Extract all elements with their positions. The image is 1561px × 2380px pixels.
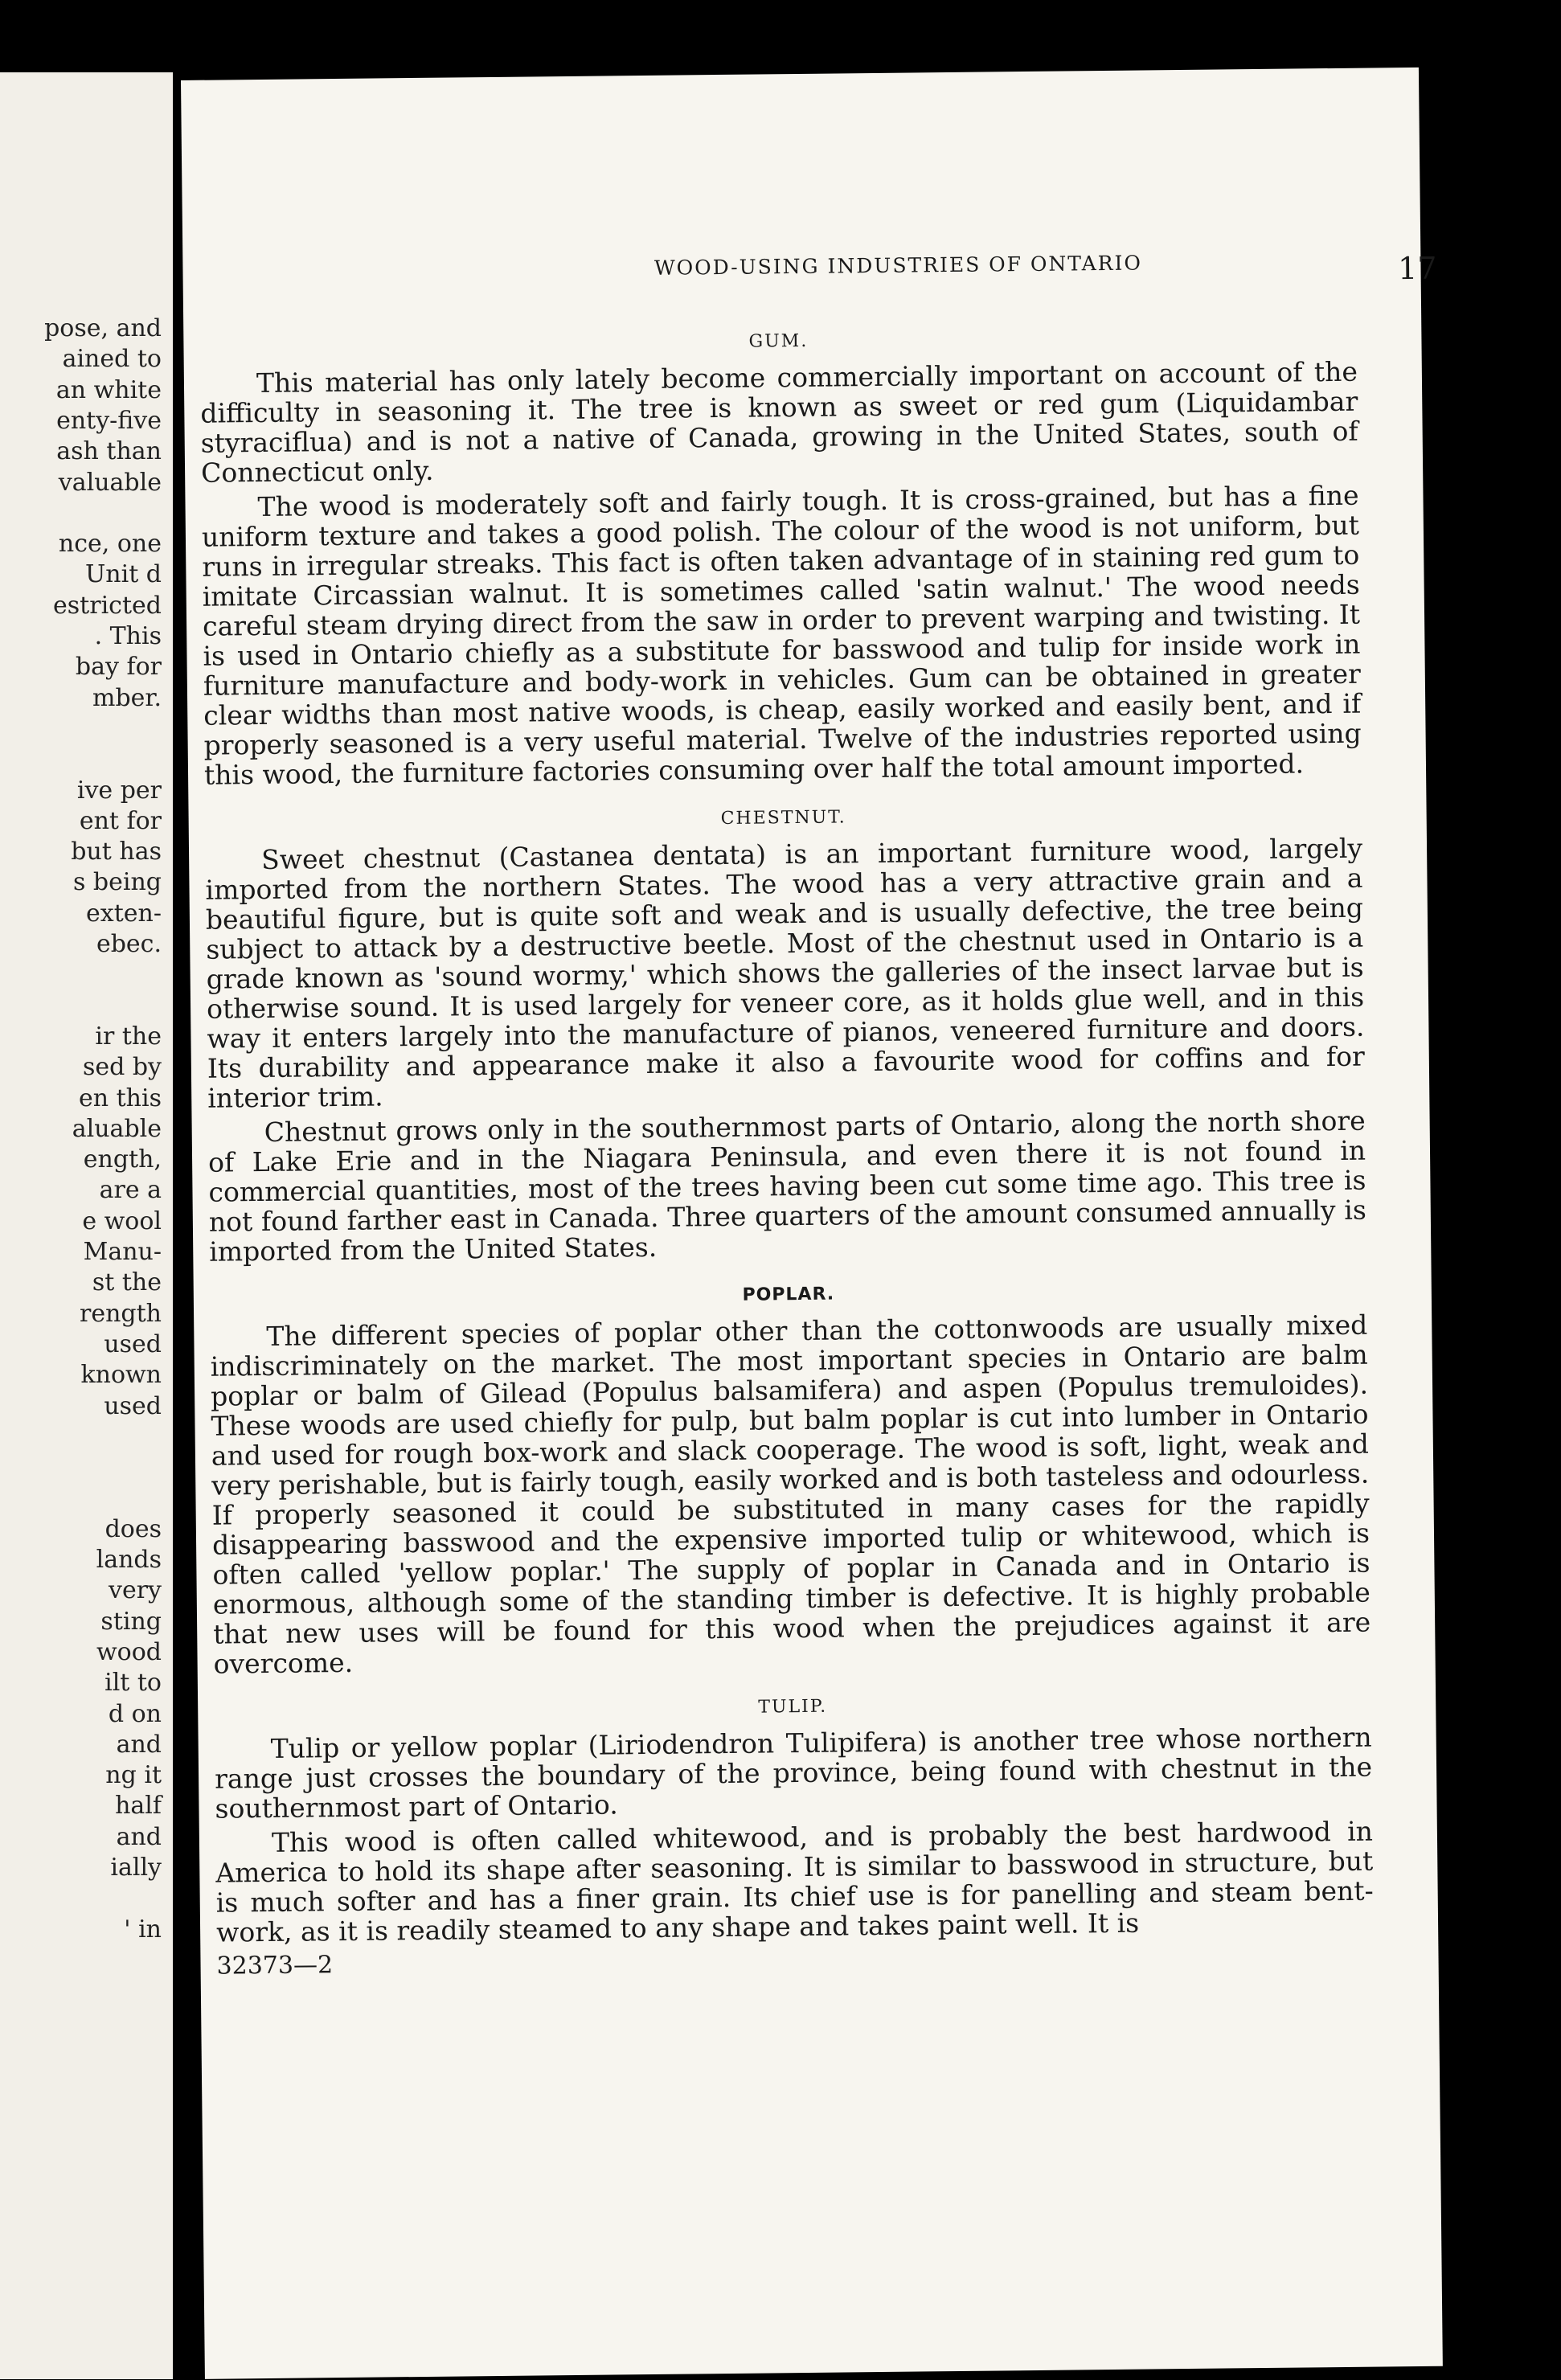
left-page-fragment: ength,: [83, 1145, 162, 1174]
left-page-fragment: are a: [99, 1176, 162, 1205]
body-paragraph: Tulip or yellow poplar (Liriodendron Tulipifera) is another tree whose northern range just crosses the boundary of the province, being found with chestnut in the southernmost part of Ontario.: [214, 1721, 1373, 1825]
left-page-fragment: and: [116, 1730, 162, 1759]
left-page-fragment: Manu-: [83, 1238, 162, 1266]
left-page-fragment: valuable: [58, 468, 162, 497]
document-page: [181, 68, 1443, 2379]
left-page-fragment: ' in: [124, 1915, 162, 1944]
left-page-fragment: wood: [96, 1637, 162, 1666]
left-page-fragment: very: [109, 1576, 162, 1605]
left-page-fragment: enty-five: [56, 406, 162, 435]
previous-page-edge: [0, 72, 173, 2379]
section-heading: GUM.: [748, 330, 809, 352]
left-page-fragment: nce, one: [58, 530, 162, 559]
section-heading: TULIP.: [758, 1696, 828, 1718]
body-paragraph: The different species of poplar other than the cottonwoods are usually mixed indiscriminately on the market. The most important species in Ontario are balm poplar or balm of Gilead (Populus balsamifera) and aspen (Populus tremuloides). These woods are used chiefly for pulp, but balm poplar is cut into lumber in Ontario and used for rough box-work and slack cooperage. The wood is soft, light, weak and very perishable, but is fairly tough, easily worked and is both tasteless and odourless. If properly seasoned it could be substituted in many cases for the rapidly disappearing basswood and the expensive imported tulip or whitewood, which is often called 'yellow poplar.' The supply of poplar in Canada and in Ontario is enormous, although some of the standing timber is defective. It is highly probable that new uses will be found for this wood when the prejudices against it are overcome.: [210, 1309, 1371, 1680]
body-paragraph: This material has only lately become commercially important on account of the difficulty in seasoning it. The tree is known as sweet or red gum (Liquidambar styraciflua) and is not a native of Canada, growing in the United States, south of Connecticut only.: [200, 355, 1358, 489]
left-page-fragment: Unit d: [85, 560, 162, 589]
left-page-fragment: estricted: [53, 591, 162, 620]
left-page-fragment: known: [80, 1361, 162, 1390]
left-page-fragment: used: [104, 1329, 162, 1358]
left-page-fragment: rength: [80, 1299, 162, 1328]
left-page-fragment: ive per: [76, 776, 162, 805]
left-page-fragment: . This: [94, 622, 162, 650]
left-page-fragment: ially: [110, 1854, 162, 1882]
left-page-fragment: sting: [100, 1607, 162, 1636]
section-heading: POPLAR.: [742, 1284, 835, 1305]
left-page-fragment: but has: [71, 838, 162, 866]
printer-signature: 32373—2: [216, 1951, 334, 1981]
page-number: 17: [1397, 250, 1437, 287]
section-heading: CHESTNUT.: [720, 807, 846, 830]
left-page-fragment: ash than: [56, 437, 162, 466]
left-page-fragment: lands: [96, 1546, 162, 1574]
left-page-fragment: ained to: [62, 345, 162, 374]
left-page-fragment: ilt to: [104, 1669, 162, 1698]
left-page-fragment: an white: [55, 375, 162, 404]
left-page-fragment: aluable: [72, 1114, 162, 1143]
left-page-fragment: s being: [72, 868, 162, 897]
body-paragraph: This wood is often called whitewood, and is probably the best hardwood in America to hold its shape after seasoning. It is similar to basswood in structure, but is much softer and has a finer grain. Its chief use is for panelling and steam bent-work, as it is readily steamed to any shape and takes paint well. It is: [215, 1815, 1374, 1948]
left-page-fragment: pose, and: [44, 314, 162, 342]
left-page-fragment: st the: [92, 1268, 162, 1297]
left-page-fragment: en this: [79, 1083, 162, 1112]
left-page-fragment: sed by: [82, 1053, 162, 1082]
left-page-fragment: d on: [108, 1699, 162, 1728]
left-page-fragment: bay for: [75, 653, 162, 682]
left-page-fragment: e wool: [82, 1206, 162, 1235]
running-title: WOOD-USING INDUSTRIES OF ONTARIO: [653, 251, 1143, 280]
text-column: [199, 301, 1375, 1981]
left-page-fragment: ir the: [95, 1022, 162, 1051]
left-page-fragment: exten-: [86, 899, 162, 928]
left-page-fragment: ent for: [79, 806, 162, 835]
left-page-fragment: used: [104, 1391, 162, 1420]
body-paragraph: Sweet chestnut (Castanea dentata) is an important furniture wood, largely imported from the northern States. The wood has a very attractive grain and a beautiful figure, but is quite soft and weak and is usually defective, the tree being subject to attack by a destructive beetle. Most of the chestnut used in Ontario is a grade known as 'sound wormy,' which shows the galleries of the insect larvae but is otherwise sound. It is used largely for veneer core, as it holds glue well, and in this way it enters largely into the manufacture of pianos, veneered furniture and doors. Its durability and appearance make it also a favourite wood for coffins and for interior trim.: [205, 832, 1365, 1114]
body-paragraph: Chestnut grows only in the southernmost parts of Ontario, along the north shore of Lake Erie and in the Niagara Peninsula, and even there it is not found in commercial quantities, most of the trees having been cut some time ago. This tree is not found farther east in Canada. Three quarters of the amount consumed annually is imported from the United States.: [207, 1104, 1366, 1268]
left-page-fragment: ebec.: [96, 930, 162, 958]
body-paragraph: The wood is moderately soft and fairly tough. It is cross-grained, but has a fine uniform texture and takes a good polish. The colour of the wood is not uniform, but runs in irregular streaks. This fact is often taken advantage of in staining red gum to imitate Circassian walnut. It is sometimes called 'satin walnut.' The wood needs careful steam drying direct from the saw in order to prevent warping and twisting. It is used in Ontario chiefly as a substitute for basswood and tulip for inside work in furniture manufacture and body-work in vehicles. Gum can be obtained in greater clear widths than most native woods, is cheap, easily worked and easily bent, and if properly seasoned is a very useful material. Twelve of the industries reported using this wood, the furniture factories consuming over half the total amount imported.: [201, 479, 1362, 791]
left-page-fragment: does: [104, 1514, 162, 1543]
left-page-fragment: ng it: [105, 1761, 162, 1790]
left-page-fragment: mber.: [92, 683, 162, 712]
left-page-fragment: and: [116, 1822, 162, 1851]
left-page-fragment: half: [115, 1792, 162, 1821]
